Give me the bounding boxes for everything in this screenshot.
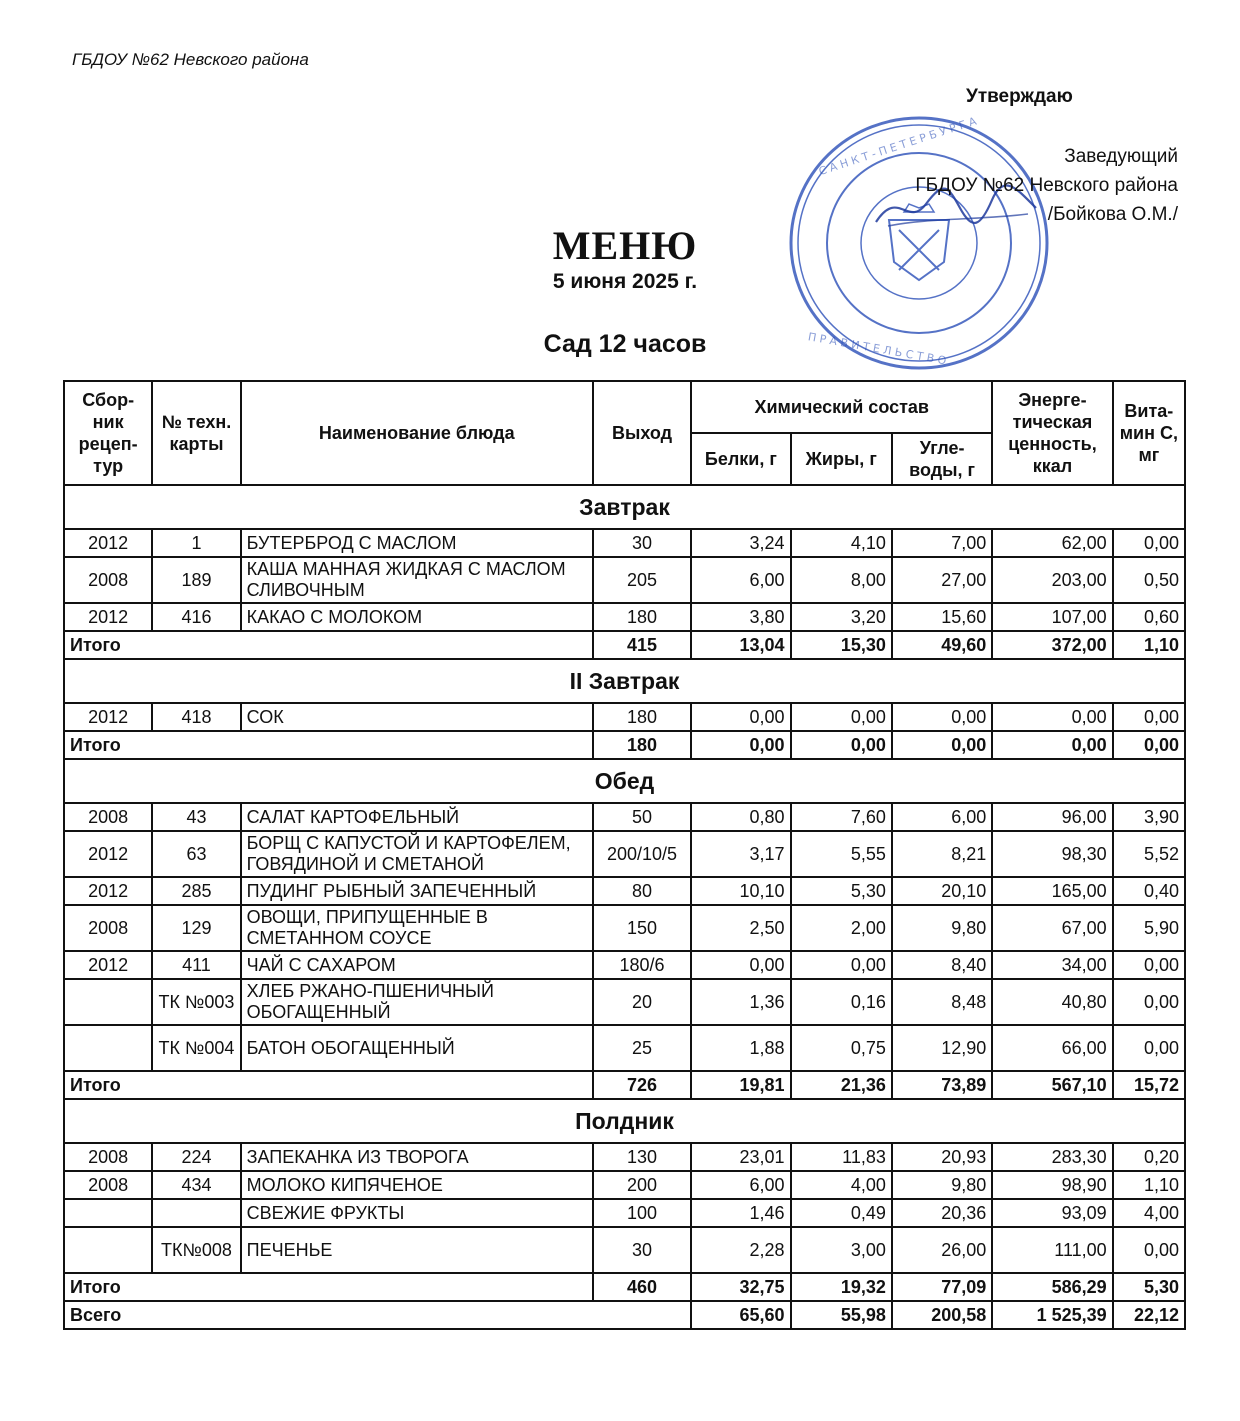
carbs-cell: 8,48: [892, 979, 992, 1025]
fat-cell: 11,83: [791, 1143, 892, 1171]
energy-cell: 62,00: [992, 529, 1112, 557]
carbs-cell: 8,40: [892, 951, 992, 979]
tech-card-cell: ТК №004: [152, 1025, 240, 1071]
subtotal-carbs: 0,00: [892, 731, 992, 759]
subtotal-row: [64, 1273, 1185, 1301]
table-row: [64, 951, 1185, 979]
subtotal-energy: 586,29: [992, 1273, 1112, 1301]
fat-cell: 0,49: [791, 1199, 892, 1227]
vitamin-cell: 0,00: [1113, 979, 1185, 1025]
dish-name-cell: БАТОН ОБОГАЩЕННЫЙ: [241, 1025, 593, 1071]
output-cell: 200/10/5: [593, 831, 691, 877]
vitamin-cell: 0,20: [1113, 1143, 1185, 1171]
approve-signatory: /Бойкова О.М./: [1047, 204, 1178, 225]
table-row: [64, 1227, 1185, 1273]
grand-total-protein: 65,60: [691, 1301, 790, 1329]
protein-cell: 6,00: [691, 1171, 790, 1199]
fat-cell: 4,00: [791, 1171, 892, 1199]
vitamin-cell: 4,00: [1113, 1199, 1185, 1227]
fat-cell: 8,00: [791, 557, 892, 603]
header-energy: Энерге-тическая ценность, ккал: [992, 381, 1112, 485]
table-row: [64, 979, 1185, 1025]
subtotal-row: [64, 1071, 1185, 1099]
header-protein: Белки, г: [691, 433, 790, 485]
protein-cell: 1,88: [691, 1025, 790, 1071]
fat-cell: 0,00: [791, 951, 892, 979]
table-row: [64, 603, 1185, 631]
subtotal-protein: 13,04: [691, 631, 790, 659]
approve-position: Заведующий: [1064, 146, 1178, 167]
carbs-cell: 9,80: [892, 905, 992, 951]
subtotal-label: Итого: [64, 1071, 593, 1099]
tech-card-cell: 189: [152, 557, 240, 603]
vitamin-cell: 0,50: [1113, 557, 1185, 603]
tech-card-cell: 411: [152, 951, 240, 979]
recipe-book-cell: 2008: [64, 1171, 152, 1199]
table-row: [64, 703, 1185, 731]
section-title: Обед: [64, 759, 1185, 803]
protein-cell: 23,01: [691, 1143, 790, 1171]
protein-cell: 3,17: [691, 831, 790, 877]
recipe-book-cell: 2012: [64, 529, 152, 557]
subtotal-vitamin: 0,00: [1113, 731, 1185, 759]
energy-cell: 93,09: [992, 1199, 1112, 1227]
vitamin-cell: 1,10: [1113, 1171, 1185, 1199]
energy-cell: 165,00: [992, 877, 1112, 905]
grand-total-energy: 1 525,39: [992, 1301, 1112, 1329]
protein-cell: 3,24: [691, 529, 790, 557]
vitamin-cell: 5,90: [1113, 905, 1185, 951]
energy-cell: 107,00: [992, 603, 1112, 631]
tech-card-cell: 224: [152, 1143, 240, 1171]
vitamin-cell: 0,00: [1113, 1025, 1185, 1071]
fat-cell: 7,60: [791, 803, 892, 831]
energy-cell: 0,00: [992, 703, 1112, 731]
table-row: [64, 557, 1185, 603]
subtotal-protein: 32,75: [691, 1273, 790, 1301]
section-row: [64, 659, 1185, 703]
protein-cell: 6,00: [691, 557, 790, 603]
dish-name-cell: СОК: [241, 703, 593, 731]
table-row: [64, 831, 1185, 877]
protein-cell: 10,10: [691, 877, 790, 905]
output-cell: 180/6: [593, 951, 691, 979]
table-row: [64, 905, 1185, 951]
table-row: [64, 1025, 1185, 1071]
subtotal-output: 726: [593, 1071, 691, 1099]
tech-card-cell: 43: [152, 803, 240, 831]
energy-cell: 98,30: [992, 831, 1112, 877]
protein-cell: 2,28: [691, 1227, 790, 1273]
subtotal-carbs: 73,89: [892, 1071, 992, 1099]
table-row: [64, 877, 1185, 905]
tech-card-cell: ТК №003: [152, 979, 240, 1025]
carbs-cell: 6,00: [892, 803, 992, 831]
vitamin-cell: 0,00: [1113, 703, 1185, 731]
header-recipe-book: Сбор-ник рецеп-тур: [64, 381, 152, 485]
vitamin-cell: 5,52: [1113, 831, 1185, 877]
output-cell: 130: [593, 1143, 691, 1171]
carbs-cell: 0,00: [892, 703, 992, 731]
output-cell: 30: [593, 1227, 691, 1273]
energy-cell: 96,00: [992, 803, 1112, 831]
recipe-book-cell: 2008: [64, 1143, 152, 1171]
fat-cell: 5,55: [791, 831, 892, 877]
subtotal-label: Итого: [64, 631, 593, 659]
tech-card-cell: 285: [152, 877, 240, 905]
menu-table-body: [64, 485, 1185, 1329]
grand-total-carbs: 200,58: [892, 1301, 992, 1329]
protein-cell: 0,80: [691, 803, 790, 831]
carbs-cell: 7,00: [892, 529, 992, 557]
recipe-book-cell: 2012: [64, 831, 152, 877]
subtotal-vitamin: 5,30: [1113, 1273, 1185, 1301]
protein-cell: 2,50: [691, 905, 790, 951]
recipe-book-cell: 2012: [64, 703, 152, 731]
tech-card-cell: 1: [152, 529, 240, 557]
fat-cell: 0,00: [791, 703, 892, 731]
tech-card-cell: 63: [152, 831, 240, 877]
output-cell: 50: [593, 803, 691, 831]
protein-cell: 1,36: [691, 979, 790, 1025]
header-fat: Жиры, г: [791, 433, 892, 485]
protein-cell: 1,46: [691, 1199, 790, 1227]
output-cell: 200: [593, 1171, 691, 1199]
energy-cell: 98,90: [992, 1171, 1112, 1199]
subtotal-vitamin: 1,10: [1113, 631, 1185, 659]
dish-name-cell: САЛАТ КАРТОФЕЛЬНЫЙ: [241, 803, 593, 831]
carbs-cell: 20,36: [892, 1199, 992, 1227]
table-row: [64, 1171, 1185, 1199]
energy-cell: 283,30: [992, 1143, 1112, 1171]
document-title: МЕНЮ: [552, 223, 698, 268]
subtotal-carbs: 77,09: [892, 1273, 992, 1301]
protein-cell: 0,00: [691, 951, 790, 979]
dish-name-cell: ПУДИНГ РЫБНЫЙ ЗАПЕЧЕННЫЙ: [241, 877, 593, 905]
subtotal-row: [64, 631, 1185, 659]
fat-cell: 2,00: [791, 905, 892, 951]
subtotal-carbs: 49,60: [892, 631, 992, 659]
header-dish-name: Наименование блюда: [241, 381, 593, 485]
dish-name-cell: МОЛОКО КИПЯЧЕНОЕ: [241, 1171, 593, 1199]
fat-cell: 0,75: [791, 1025, 892, 1071]
subtotal-label: Итого: [64, 731, 593, 759]
recipe-book-cell: 2012: [64, 877, 152, 905]
energy-cell: 66,00: [992, 1025, 1112, 1071]
subtotal-fat: 15,30: [791, 631, 892, 659]
vitamin-cell: 0,00: [1113, 951, 1185, 979]
subtotal-fat: 19,32: [791, 1273, 892, 1301]
carbs-cell: 15,60: [892, 603, 992, 631]
header-carbs: Угле-воды, г: [892, 433, 992, 485]
dish-name-cell: БОРЩ С КАПУСТОЙ И КАРТОФЕЛЕМ, ГОВЯДИНОЙ И СМЕТАНОЙ: [241, 831, 593, 877]
subtotal-energy: 567,10: [992, 1071, 1112, 1099]
recipe-book-cell: 2012: [64, 603, 152, 631]
dish-name-cell: ЗАПЕКАНКА ИЗ ТВОРОГА: [241, 1143, 593, 1171]
output-cell: 180: [593, 703, 691, 731]
dish-name-cell: БУТЕРБРОД С МАСЛОМ: [241, 529, 593, 557]
dish-name-cell: КАША МАННАЯ ЖИДКАЯ С МАСЛОМ СЛИВОЧНЫМ: [241, 557, 593, 603]
tech-card-cell: 129: [152, 905, 240, 951]
subtotal-label: Итого: [64, 1273, 593, 1301]
subtotal-energy: 0,00: [992, 731, 1112, 759]
header-vitamin: Вита-мин С, мг: [1113, 381, 1185, 485]
carbs-cell: 26,00: [892, 1227, 992, 1273]
energy-cell: 34,00: [992, 951, 1112, 979]
fat-cell: 5,30: [791, 877, 892, 905]
recipe-book-cell: [64, 1227, 152, 1273]
table-row: [64, 1199, 1185, 1227]
menu-table: [63, 380, 1186, 1330]
tech-card-cell: 418: [152, 703, 240, 731]
grand-total-row: [64, 1301, 1185, 1329]
carbs-cell: 12,90: [892, 1025, 992, 1071]
section-row: [64, 759, 1185, 803]
section-row: [64, 1099, 1185, 1143]
recipe-book-cell: 2008: [64, 803, 152, 831]
grand-total-vitamin: 22,12: [1113, 1301, 1185, 1329]
dish-name-cell: ОВОЩИ, ПРИПУЩЕННЫЕ В СМЕТАННОМ СОУСЕ: [241, 905, 593, 951]
approval-block: [915, 142, 1178, 229]
energy-cell: 111,00: [992, 1227, 1112, 1273]
protein-cell: 0,00: [691, 703, 790, 731]
recipe-book-cell: [64, 1025, 152, 1071]
table-row: [64, 1143, 1185, 1171]
header-chemical-composition: Химический состав: [691, 381, 992, 433]
fat-cell: 3,20: [791, 603, 892, 631]
section-title: II Завтрак: [64, 659, 1185, 703]
recipe-book-cell: 2008: [64, 557, 152, 603]
fat-cell: 0,16: [791, 979, 892, 1025]
carbs-cell: 8,21: [892, 831, 992, 877]
output-cell: 80: [593, 877, 691, 905]
approve-title: Утверждаю: [966, 86, 1073, 107]
header-tech-card: № техн. карты: [152, 381, 240, 485]
energy-cell: 203,00: [992, 557, 1112, 603]
subtotal-fat: 0,00: [791, 731, 892, 759]
organization-name: ГБДОУ №62 Невского района: [72, 50, 309, 69]
tech-card-cell: 416: [152, 603, 240, 631]
dish-name-cell: ПЕЧЕНЬЕ: [241, 1227, 593, 1273]
subtotal-vitamin: 15,72: [1113, 1071, 1185, 1099]
document-subtitle: Сад 12 часов: [543, 330, 707, 358]
recipe-book-cell: 2008: [64, 905, 152, 951]
output-cell: 150: [593, 905, 691, 951]
grand-total-label: Всего: [64, 1301, 691, 1329]
carbs-cell: 20,10: [892, 877, 992, 905]
approve-organization: ГБДОУ №62 Невского района: [915, 175, 1178, 196]
subtotal-output: 180: [593, 731, 691, 759]
dish-name-cell: СВЕЖИЕ ФРУКТЫ: [241, 1199, 593, 1227]
subtotal-energy: 372,00: [992, 631, 1112, 659]
subtotal-protein: 0,00: [691, 731, 790, 759]
svg-text:С А Н К Т - П Е Т Е Р Б У Р Г: С А Н К Т - П Е Т Е Р Б У Р Г А: [817, 114, 979, 179]
carbs-cell: 20,93: [892, 1143, 992, 1171]
subtotal-protein: 19,81: [691, 1071, 790, 1099]
section-title: Завтрак: [64, 485, 1185, 529]
subtotal-output: 460: [593, 1273, 691, 1301]
section-row: [64, 485, 1185, 529]
recipe-book-cell: [64, 1199, 152, 1227]
output-cell: 100: [593, 1199, 691, 1227]
recipe-book-cell: 2012: [64, 951, 152, 979]
vitamin-cell: 3,90: [1113, 803, 1185, 831]
output-cell: 180: [593, 603, 691, 631]
tech-card-cell: ТК№008: [152, 1227, 240, 1273]
subtotal-row: [64, 731, 1185, 759]
fat-cell: 4,10: [791, 529, 892, 557]
energy-cell: 67,00: [992, 905, 1112, 951]
subtotal-fat: 21,36: [791, 1071, 892, 1099]
output-cell: 205: [593, 557, 691, 603]
vitamin-cell: 0,40: [1113, 877, 1185, 905]
table-row: [64, 529, 1185, 557]
recipe-book-cell: [64, 979, 152, 1025]
vitamin-cell: 0,00: [1113, 1227, 1185, 1273]
vitamin-cell: 0,00: [1113, 529, 1185, 557]
fat-cell: 3,00: [791, 1227, 892, 1273]
carbs-cell: 27,00: [892, 557, 992, 603]
header-output: Выход: [593, 381, 691, 485]
vitamin-cell: 0,60: [1113, 603, 1185, 631]
output-cell: 30: [593, 529, 691, 557]
carbs-cell: 9,80: [892, 1171, 992, 1199]
output-cell: 20: [593, 979, 691, 1025]
energy-cell: 40,80: [992, 979, 1112, 1025]
section-title: Полдник: [64, 1099, 1185, 1143]
document-date: 5 июня 2025 г.: [552, 270, 698, 293]
subtotal-output: 415: [593, 631, 691, 659]
protein-cell: 3,80: [691, 603, 790, 631]
dish-name-cell: ХЛЕБ РЖАНО-ПШЕНИЧНЫЙ ОБОГАЩЕННЫЙ: [241, 979, 593, 1025]
output-cell: 25: [593, 1025, 691, 1071]
grand-total-fat: 55,98: [791, 1301, 892, 1329]
dish-name-cell: КАКАО С МОЛОКОМ: [241, 603, 593, 631]
table-row: [64, 803, 1185, 831]
tech-card-cell: [152, 1199, 240, 1227]
svg-text:П Р А В И Т Е Л Ь С Т В О: П Р А В И Т Е Л Ь С Т В О: [806, 330, 948, 368]
dish-name-cell: ЧАЙ С САХАРОМ: [241, 951, 593, 979]
tech-card-cell: 434: [152, 1171, 240, 1199]
